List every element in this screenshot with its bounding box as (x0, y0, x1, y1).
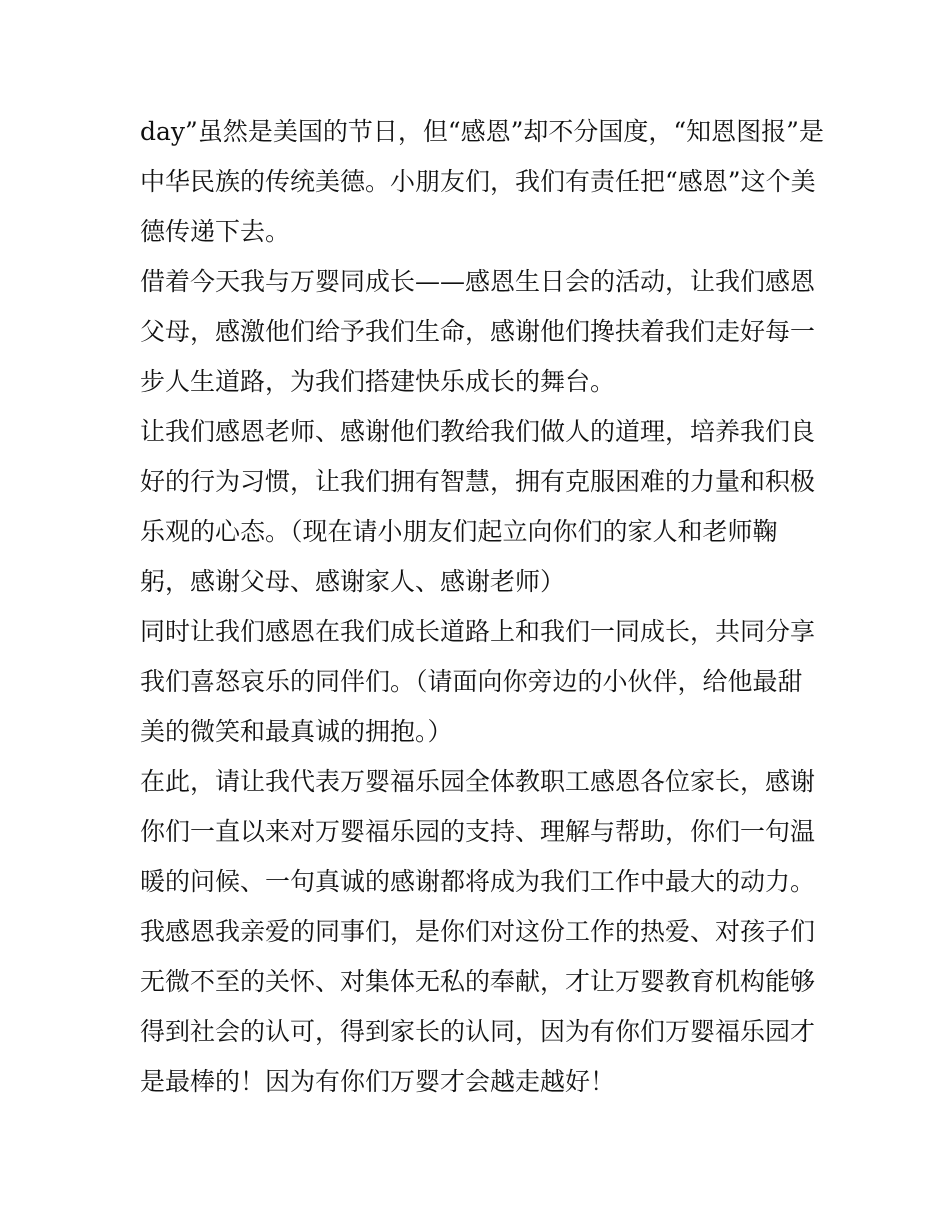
body-text (140, 107, 830, 1107)
text-line: 借着今天我与万婴同成长——感恩生日会的活动，让我们感恩 (140, 267, 816, 296)
text-line: day”虽然是美国的节日，但“感恩”却不分国度，“知恩图报”是 (140, 117, 824, 146)
text-line: 无微不至的关怀、对集体无私的奉献，才让万婴教育机构能够 (140, 967, 816, 996)
text-line: 暖的问候、一句真诚的感谢都将成为我们工作中最大的动力。 (140, 867, 816, 896)
text-line: 德传递下去。 (140, 217, 291, 246)
text-line: 是最棒的！因为有你们万婴才会越走越好！ (140, 1067, 616, 1096)
text-line: 我们喜怒哀乐的同伴们。（请面向你旁边的小伙伴，给他最甜 (140, 667, 803, 696)
text-line: 得到社会的认可，得到家长的认同，因为有你们万婴福乐园才 (140, 1017, 816, 1046)
text-line: 乐观的心态。（现在请小朋友们起立向你们的家人和老师鞠 (140, 517, 778, 546)
text-line: 步人生道路，为我们搭建快乐成长的舞台。 (140, 367, 616, 396)
text-line: 让我们感恩老师、感谢他们教给我们做人的道理，培养我们良 (140, 417, 816, 446)
text-line: 我感恩我亲爱的同事们，是你们对这份工作的热爱、对孩子们 (140, 917, 816, 946)
text-line: 在此，请让我代表万婴福乐园全体教职工感恩各位家长，感谢 (140, 767, 816, 796)
text-line: 你们一直以来对万婴福乐园的支持、理解与帮助，你们一句温 (140, 817, 816, 846)
text-line: 同时让我们感恩在我们成长道路上和我们一同成长，共同分享 (140, 617, 816, 646)
text-line: 中华民族的传统美德。小朋友们，我们有责任把“感恩”这个美 (140, 167, 816, 196)
text-line: 美的微笑和最真诚的拥抱。） (140, 717, 453, 746)
text-line: 父母，感激他们给予我们生命，感谢他们搀扶着我们走好每一 (140, 317, 816, 346)
text-line: 躬，感谢父母、感谢家人、感谢老师） (140, 567, 566, 596)
text-line: 好的行为习惯，让我们拥有智慧，拥有克服困难的力量和积极 (140, 467, 816, 496)
